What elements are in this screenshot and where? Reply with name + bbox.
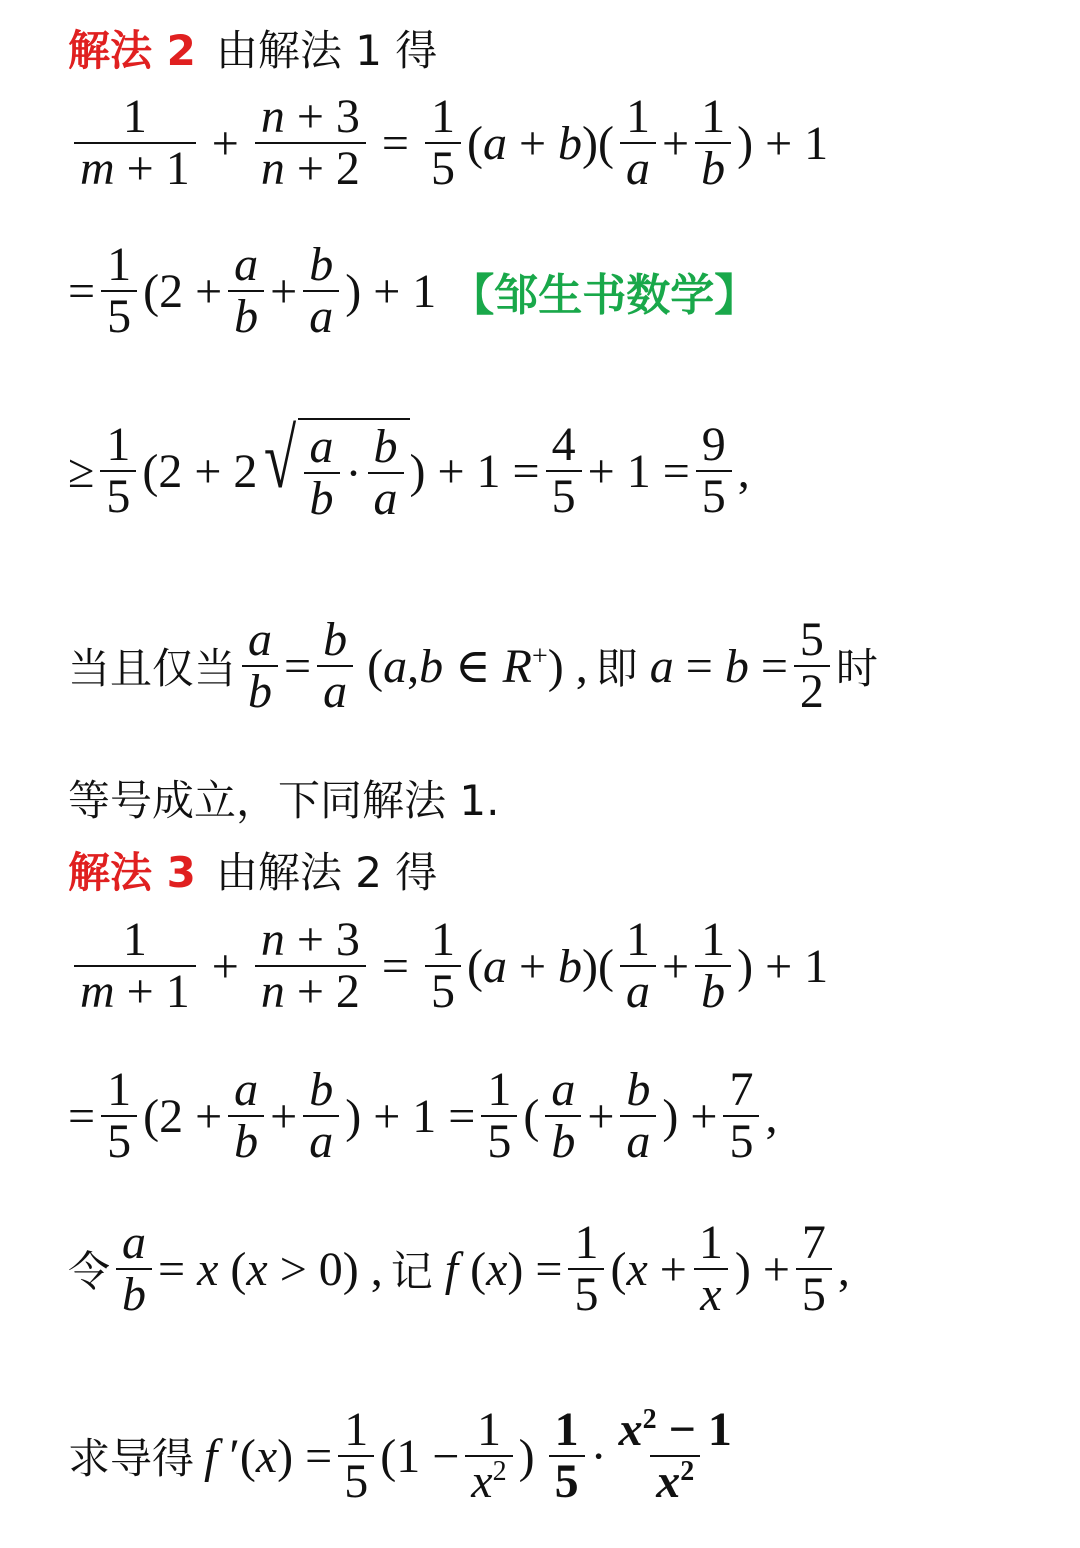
watermark-label: 【邹生书数学】 xyxy=(450,270,759,322)
substitution-line: 令 $\frac{a}{b}$ = x (x > 0) , 记 f (x) = $\frac{1}{5}$ (x + $\frac{1}{x}$ ) + $\frac{7}{5}$ , xyxy=(68,1216,850,1322)
equation-line-5: = $\frac{1}{5}$ (2 + $\frac{a}{b}$ + $\frac{b}{a}$ ) + 1 = $\frac{1}{5}$ ( $\frac{a}{b}$ + $\frac{b}{a}$ ) + $\frac{7}{5}$ , xyxy=(68,1063,778,1169)
conclusion-text: 等号成立，下同解法 1. xyxy=(68,776,500,825)
solution-3-label: 解法 3 xyxy=(68,848,196,897)
square-root: √ $\frac{a}{b}$ · $\frac{b}{a}$ xyxy=(257,418,409,525)
solution-3-intro: 由解法 2 得 xyxy=(215,848,438,897)
ie-text: 即 xyxy=(595,644,638,694)
equation-line-2: = $\frac{1}{5}$ (2 + $\frac{a}{b}$ + $\frac{b}{a}$ ) + 1 【邹生书数学】 xyxy=(68,238,759,344)
equation-line-4: $\frac{1}{m + 1}$ + $\frac{n + 3}{n + 2}$ = $\frac{1}{5}$ (a + b)( $\frac{1}{a}$ + $\frac{1}{b}$ ) + 1 xyxy=(68,915,828,1018)
condition-text: 当且仅当 xyxy=(68,644,237,694)
derivative-text: 求导得 xyxy=(68,1434,195,1484)
define-text: 记 xyxy=(390,1247,433,1297)
solution-2-heading xyxy=(68,18,437,78)
when-text: 时 xyxy=(835,644,878,694)
equation-line-1: $\frac{1}{m + 1}$ + $\frac{n + 3}{n + 2}$ = $\frac{1}{5}$ (a + b)( $\frac{1}{a}$ + $\frac{1}{b}$ ) + 1 xyxy=(68,92,828,195)
conclusion-line xyxy=(68,768,499,828)
solution-3-heading xyxy=(68,840,437,900)
equality-condition-line: 当且仅当 $\frac{a}{b}$ = $\frac{b}{a}$ (a,b ∈ R+) , 即 a = b = $\frac{5}{2}$ 时 xyxy=(68,613,878,719)
derivative-line: 求导得 f ′(x) = $\frac{1}{5}$ (1 − $\frac{1}{x^2}$ ) $\frac{1}{5}$ · $\frac{x^2 - 1}{x^2}$ xyxy=(68,1403,732,1509)
equation-line-3: ≥ $\frac{1}{5}$ (2 + 2 √ $\frac{a}{b}$ · $\frac{b}{a}$ ) + 1 = $\frac{4}{5}$ + 1 = $\frac{9}{5}$ , xyxy=(68,413,750,526)
let-text: 令 xyxy=(68,1247,111,1297)
solution-2-label: 解法 2 xyxy=(68,26,196,75)
solution-2-intro: 由解法 1 得 xyxy=(215,26,438,75)
